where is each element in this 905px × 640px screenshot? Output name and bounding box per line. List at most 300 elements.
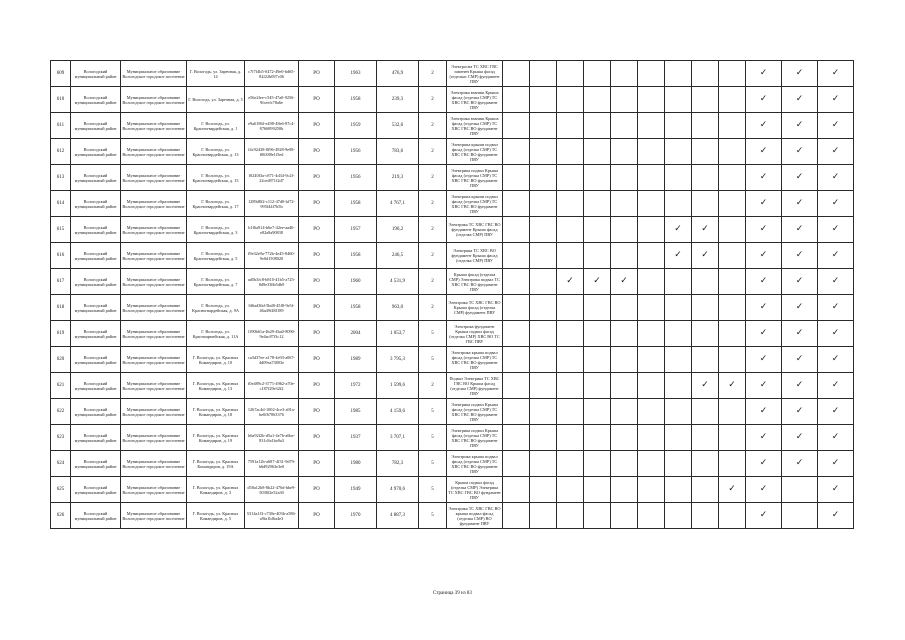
check-mark-icon: ✓ xyxy=(746,321,782,347)
address-cell: Г. Вологодь, ул. Красных Командиров, д. 10 xyxy=(187,347,245,373)
municipality-cell: Муниципальное образование Вологодское городское поселение xyxy=(121,477,187,503)
address-cell: Г. Вологодь, ул. Красных Командиров, д. 5 xyxy=(187,503,245,529)
district-cell: Вологодский муниципальный район xyxy=(71,295,121,321)
floors-cell: 5 xyxy=(419,451,447,477)
empty-check-cell xyxy=(611,165,638,191)
row-number: 617 xyxy=(51,269,71,295)
empty-check-cell xyxy=(584,217,611,243)
works-cell: Электрика крыша подвал фасад (отделка СМР) ТС ХВС ГВС ВО фундамент ПВУ xyxy=(447,347,503,373)
district-cell: Вологодский муниципальный район xyxy=(71,269,121,295)
empty-check-cell xyxy=(638,399,665,425)
address-cell: Г. Вологодь, ул. Красных Командиров, д. 19А xyxy=(187,451,245,477)
row-number: 610 xyxy=(51,87,71,113)
empty-check-cell xyxy=(611,61,638,87)
area-cell: 1 599,6 xyxy=(377,373,419,399)
empty-check-cell xyxy=(665,295,692,321)
table-row xyxy=(51,399,854,425)
empty-check-cell xyxy=(530,347,557,373)
table-row xyxy=(51,451,854,477)
works-cell: Крыша фасад (отделка СМР) Электрика подвал ТС ХВС ГВС ВО фундамент ПВУ xyxy=(447,269,503,295)
works-cell: Электрика ТС ХВС ГВС ВО крыша подвал фасад (отделка СМР) ВО фундамент ПВУ xyxy=(447,503,503,529)
check-mark-icon: ✓ xyxy=(782,321,818,347)
area-cell: 783,6 xyxy=(377,139,419,165)
empty-check-cell xyxy=(665,139,692,165)
address-cell: Г. Вологодь, ул. Красногвардейская, д. 17 xyxy=(187,191,245,217)
works-cell: Подвал Электрика ТС ХВС ГВС ВО Крыша фасад (отделка СМР) фундамент ПВУ xyxy=(447,373,503,399)
year-cell: 1989 xyxy=(335,347,377,373)
address-cell: Г. Вологодь, ул. Красных Командиров, д. 13 xyxy=(187,373,245,399)
empty-check-cell xyxy=(611,243,638,269)
address-cell: Г. Вологодь, ул. Красных Командиров, д. 19 xyxy=(187,425,245,451)
empty-check-cell xyxy=(611,399,638,425)
row-number: 626 xyxy=(51,503,71,529)
empty-check-cell xyxy=(530,269,557,295)
empty-check-cell xyxy=(692,113,719,139)
empty-check-cell xyxy=(557,139,584,165)
empty-check-cell xyxy=(638,243,665,269)
check-mark-icon: ✓ xyxy=(719,373,746,399)
empty-check-cell xyxy=(692,295,719,321)
year-cell: 1970 xyxy=(335,503,377,529)
address-cell: Г. Вологодь, ул. Красногвардейская, д. 7 xyxy=(187,269,245,295)
check-mark-icon: ✓ xyxy=(818,477,854,503)
area-cell: 3 707,1 xyxy=(377,425,419,451)
fias-code-cell: 7591a12b-a687-4f31-9d79-b6d92963e3e0 xyxy=(245,451,299,477)
floors-cell: 5 xyxy=(419,399,447,425)
type-cell: РО xyxy=(299,113,335,139)
table-row xyxy=(51,269,854,295)
year-cell: 2004 xyxy=(335,321,377,347)
empty-check-cell xyxy=(584,61,611,87)
table-row xyxy=(51,425,854,451)
floors-cell: 2 xyxy=(419,373,447,399)
year-cell: 1963 xyxy=(335,61,377,87)
empty-check-cell xyxy=(611,139,638,165)
year-cell: 1956 xyxy=(335,165,377,191)
area-cell: 476,9 xyxy=(377,61,419,87)
empty-check-cell xyxy=(638,425,665,451)
empty-check-cell xyxy=(638,503,665,529)
empty-check-cell xyxy=(665,191,692,217)
empty-check-cell xyxy=(638,373,665,399)
type-cell: РО xyxy=(299,191,335,217)
check-mark-icon: ✓ xyxy=(746,165,782,191)
empty-check-cell xyxy=(503,217,530,243)
check-mark-icon: ✓ xyxy=(746,373,782,399)
empty-check-cell xyxy=(557,61,584,87)
empty-check-cell xyxy=(584,113,611,139)
year-cell: 1937 xyxy=(335,425,377,451)
works-cell: Электрика подвал Крыша фасад (отделка СМР) ТС ХВС ГВС ВО фундамент ПВУ xyxy=(447,425,503,451)
municipality-cell: Муниципальное образование Вологодское городское поселение xyxy=(121,165,187,191)
area-cell: 782,3 xyxy=(377,451,419,477)
table-row xyxy=(51,321,854,347)
address-cell: Г. Вологодь, ул. Заречная, д. 5 xyxy=(187,87,245,113)
check-mark-icon: ✓ xyxy=(746,399,782,425)
empty-check-cell xyxy=(584,243,611,269)
fias-code-cell: e9a6186f-e498-48e6-87c4-8766899250b xyxy=(245,113,299,139)
empty-check-cell xyxy=(584,295,611,321)
empty-check-cell xyxy=(638,61,665,87)
district-cell: Вологодский муниципальный район xyxy=(71,87,121,113)
floors-cell: 2 xyxy=(419,87,447,113)
fias-code-cell: f9e32e9a-772b-4e45-8460-9e0d1508020 xyxy=(245,243,299,269)
check-mark-icon: ✓ xyxy=(746,139,782,165)
table-row xyxy=(51,139,854,165)
empty-check-cell xyxy=(665,269,692,295)
row-number: 609 xyxy=(51,61,71,87)
empty-check-cell xyxy=(530,217,557,243)
type-cell: РО xyxy=(299,243,335,269)
district-cell: Вологодский муниципальный район xyxy=(71,61,121,87)
district-cell: Вологодский муниципальный район xyxy=(71,321,121,347)
row-number: 620 xyxy=(51,347,71,373)
empty-check-cell xyxy=(638,451,665,477)
year-cell: 1985 xyxy=(335,399,377,425)
empty-check-cell xyxy=(611,347,638,373)
empty-check-cell xyxy=(503,165,530,191)
empty-check-cell xyxy=(584,139,611,165)
check-mark-icon: ✓ xyxy=(782,113,818,139)
type-cell: РО xyxy=(299,321,335,347)
year-cell: 1958 xyxy=(335,191,377,217)
page-footer: Страница 39 из 83 xyxy=(433,591,472,596)
empty-check-cell xyxy=(557,347,584,373)
empty-check-cell xyxy=(530,113,557,139)
check-mark-icon: ✓ xyxy=(818,347,854,373)
check-mark-icon: ✓ xyxy=(818,503,854,529)
empty-check-cell xyxy=(692,347,719,373)
empty-check-cell xyxy=(530,399,557,425)
empty-check-cell xyxy=(611,373,638,399)
address-cell: Г. Вологодь, ул. Красногвардейская, д. 3 xyxy=(187,217,245,243)
check-mark-icon: ✓ xyxy=(818,321,854,347)
empty-check-cell xyxy=(719,269,746,295)
empty-check-cell xyxy=(503,87,530,113)
empty-check-cell xyxy=(638,191,665,217)
empty-check-cell xyxy=(503,347,530,373)
empty-check-cell xyxy=(692,425,719,451)
district-cell: Вологодский муниципальный район xyxy=(71,477,121,503)
check-mark-icon: ✓ xyxy=(818,425,854,451)
empty-check-cell xyxy=(719,165,746,191)
check-mark-icon: ✓ xyxy=(665,217,692,243)
empty-check-cell xyxy=(557,191,584,217)
check-mark-icon: ✓ xyxy=(746,451,782,477)
check-mark-icon: ✓ xyxy=(818,61,854,87)
check-mark-icon: ✓ xyxy=(818,217,854,243)
empty-check-cell xyxy=(557,373,584,399)
empty-check-cell xyxy=(503,451,530,477)
fias-code-cell: ca3d37ee-a178-4e93-a067-4d09ea73803e xyxy=(245,347,299,373)
empty-check-cell xyxy=(530,139,557,165)
floors-cell: 2 xyxy=(419,113,447,139)
works-cell: Электрика фундамент Крыша подвал фасад (отделка СМР) ХВС ВО ТС ГВС ПВУ xyxy=(447,321,503,347)
empty-check-cell xyxy=(665,503,692,529)
check-mark-icon: ✓ xyxy=(746,61,782,87)
empty-check-cell xyxy=(692,477,719,503)
check-mark-icon: ✓ xyxy=(818,113,854,139)
empty-check-cell xyxy=(638,321,665,347)
empty-check-cell xyxy=(584,425,611,451)
empty-check-cell xyxy=(557,243,584,269)
type-cell: РО xyxy=(299,165,335,191)
fias-code-cell: f4c92438-8f96-4928-9e98-f06388e1f5ed xyxy=(245,139,299,165)
check-mark-icon: ✓ xyxy=(782,269,818,295)
empty-check-cell xyxy=(503,477,530,503)
municipality-cell: Муниципальное образование Вологодское городское поселение xyxy=(121,451,187,477)
district-cell: Вологодский муниципальный район xyxy=(71,503,121,529)
check-mark-icon: ✓ xyxy=(692,217,719,243)
floors-cell: 2 xyxy=(419,243,447,269)
empty-check-cell xyxy=(530,503,557,529)
municipality-cell: Муниципальное образование Вологодское городское поселение xyxy=(121,217,187,243)
municipality-cell: Муниципальное образование Вологодское городское поселение xyxy=(121,321,187,347)
empty-check-cell xyxy=(611,425,638,451)
check-mark-icon: ✓ xyxy=(782,347,818,373)
type-cell: РО xyxy=(299,399,335,425)
fias-code-cell: e56e2fee-c545-47a0-9256-9fceefc78a6e xyxy=(245,87,299,113)
table-row xyxy=(51,191,854,217)
check-mark-icon: ✓ xyxy=(782,217,818,243)
empty-check-cell xyxy=(557,503,584,529)
empty-check-cell xyxy=(638,139,665,165)
empty-check-cell xyxy=(557,217,584,243)
empty-check-cell xyxy=(638,347,665,373)
row-number: 621 xyxy=(51,373,71,399)
row-number: 618 xyxy=(51,295,71,321)
empty-check-cell xyxy=(638,477,665,503)
empty-check-cell xyxy=(584,87,611,113)
empty-check-cell xyxy=(530,191,557,217)
empty-check-cell xyxy=(692,269,719,295)
municipality-cell: Муниципальное образование Вологодское городское поселение xyxy=(121,61,187,87)
empty-check-cell xyxy=(557,399,584,425)
floors-cell: 5 xyxy=(419,321,447,347)
works-cell: Электрика взаниш Крыша фасад (отделка СМР) ТС ХВС ГВС ВО фундамент ПВУ xyxy=(447,113,503,139)
check-mark-icon: ✓ xyxy=(746,243,782,269)
type-cell: РО xyxy=(299,347,335,373)
row-number: 612 xyxy=(51,139,71,165)
empty-check-cell xyxy=(530,243,557,269)
check-mark-icon: ✓ xyxy=(818,191,854,217)
empty-check-cell xyxy=(638,113,665,139)
empty-check-cell xyxy=(692,191,719,217)
empty-check-cell xyxy=(692,503,719,529)
year-cell: 1960 xyxy=(335,269,377,295)
empty-check-cell xyxy=(665,165,692,191)
empty-check-cell xyxy=(665,477,692,503)
check-mark-icon: ✓ xyxy=(782,165,818,191)
municipality-cell: Муниципальное образование Вологодское городское поселение xyxy=(121,347,187,373)
type-cell: РО xyxy=(299,451,335,477)
district-cell: Вологодский муниципальный район xyxy=(71,373,121,399)
empty-check-cell xyxy=(611,113,638,139)
empty-check-cell xyxy=(584,165,611,191)
address-cell: Г. Вологодь, ул. Красных Командиров, д. 18 xyxy=(187,399,245,425)
floors-cell: 5 xyxy=(419,503,447,529)
empty-check-cell xyxy=(719,503,746,529)
check-mark-icon: ✓ xyxy=(692,373,719,399)
empty-check-cell xyxy=(782,477,818,503)
check-mark-icon: ✓ xyxy=(719,477,746,503)
floors-cell: 2 xyxy=(419,269,447,295)
check-mark-icon: ✓ xyxy=(665,243,692,269)
floors-cell: 5 xyxy=(419,477,447,503)
table-row xyxy=(51,295,854,321)
empty-check-cell xyxy=(719,139,746,165)
area-cell: 219,3 xyxy=(377,165,419,191)
works-cell: Электрика подвал Крыша фасад (отделка СМР) ТС ХВС ГВС ВО фундамент ПВУ xyxy=(447,399,503,425)
empty-check-cell xyxy=(692,399,719,425)
empty-check-cell xyxy=(692,165,719,191)
table-row xyxy=(51,113,854,139)
table-row xyxy=(51,373,854,399)
empty-check-cell xyxy=(719,425,746,451)
works-cell: Электрика ТС ХВС ВО фундамент Крыша фасад (отделка СМР) ПВУ xyxy=(447,243,503,269)
empty-check-cell xyxy=(503,425,530,451)
empty-check-cell xyxy=(611,477,638,503)
fias-code-cell: 1289d8f2-c112-47d0-bf72-995f44f7b5b xyxy=(245,191,299,217)
fias-code-cell: f0240f3a-c871-4d34-9c2f-22ced871f2d7 xyxy=(245,165,299,191)
check-mark-icon: ✓ xyxy=(746,347,782,373)
row-number: 623 xyxy=(51,425,71,451)
empty-check-cell xyxy=(638,165,665,191)
check-mark-icon: ✓ xyxy=(746,503,782,529)
check-mark-icon: ✓ xyxy=(782,399,818,425)
empty-check-cell xyxy=(719,113,746,139)
works-cell: Электрика крыша подвал фасад (отделка СМР) ТС ХВС ГВС ВО фундамент ПВУ xyxy=(447,451,503,477)
empty-check-cell xyxy=(530,87,557,113)
type-cell: РО xyxy=(299,503,335,529)
type-cell: РО xyxy=(299,139,335,165)
works-cell: Крыша подвал фасад (отделка СМР) Электрика ТС ХВС ГВС ВО фундамент ПВУ xyxy=(447,477,503,503)
empty-check-cell xyxy=(503,61,530,87)
empty-check-cell xyxy=(557,425,584,451)
type-cell: РО xyxy=(299,217,335,243)
empty-check-cell xyxy=(719,217,746,243)
row-number: 625 xyxy=(51,477,71,503)
check-mark-icon: ✓ xyxy=(818,451,854,477)
year-cell: 1949 xyxy=(335,477,377,503)
year-cell: 1980 xyxy=(335,451,377,477)
empty-check-cell xyxy=(719,61,746,87)
empty-check-cell xyxy=(638,295,665,321)
check-mark-icon: ✓ xyxy=(611,269,638,295)
check-mark-icon: ✓ xyxy=(746,295,782,321)
municipality-cell: Муниципальное образование Вологодское городское поселение xyxy=(121,503,187,529)
area-cell: 3 795,3 xyxy=(377,347,419,373)
year-cell: 1959 xyxy=(335,113,377,139)
district-cell: Вологодский муниципальный район xyxy=(71,243,121,269)
type-cell: РО xyxy=(299,295,335,321)
empty-check-cell xyxy=(503,373,530,399)
empty-check-cell xyxy=(584,477,611,503)
empty-check-cell xyxy=(584,191,611,217)
empty-check-cell xyxy=(665,87,692,113)
address-cell: Г. Вологодь, ул. Красногвардейская, д. 1 xyxy=(187,113,245,139)
empty-check-cell xyxy=(530,61,557,87)
empty-check-cell xyxy=(611,87,638,113)
empty-check-cell xyxy=(530,451,557,477)
check-mark-icon: ✓ xyxy=(818,399,854,425)
municipality-cell: Муниципальное образование Вологодское городское поселение xyxy=(121,269,187,295)
check-mark-icon: ✓ xyxy=(782,295,818,321)
floors-cell: 2 xyxy=(419,139,447,165)
area-cell: 4 159,6 xyxy=(377,399,419,425)
works-cell: Электрика крыши подвал фасад (отделка СМР) ТС ХВС ГВС ВО фундамент ПВУ xyxy=(447,139,503,165)
check-mark-icon: ✓ xyxy=(746,113,782,139)
empty-check-cell xyxy=(638,269,665,295)
empty-check-cell xyxy=(692,139,719,165)
fias-code-cell: 5314a1f3-c730e-403b-a586-a9fa1bf6a4e3 xyxy=(245,503,299,529)
empty-check-cell xyxy=(611,295,638,321)
year-cell: 1958 xyxy=(335,243,377,269)
district-cell: Вологодский муниципальный район xyxy=(71,399,121,425)
empty-check-cell xyxy=(665,113,692,139)
empty-check-cell xyxy=(665,373,692,399)
empty-check-cell xyxy=(584,451,611,477)
row-number: 616 xyxy=(51,243,71,269)
works-cell: Электрика крыши подвал фасад (отделка СМР) ТС ХВС ГВС ВО фундамент ПВУ xyxy=(447,191,503,217)
row-number: 614 xyxy=(51,191,71,217)
floors-cell: 2 xyxy=(419,295,447,321)
check-mark-icon: ✓ xyxy=(746,425,782,451)
area-cell: 239,3 xyxy=(377,87,419,113)
empty-check-cell xyxy=(665,451,692,477)
empty-check-cell xyxy=(557,321,584,347)
empty-check-cell xyxy=(503,503,530,529)
registry-table xyxy=(50,60,854,529)
fias-code-cell: 1267ac4d-1002-4ce3-a91a-be0f67063376 xyxy=(245,399,299,425)
municipality-cell: Муниципальное образование Вологодское городское поселение xyxy=(121,191,187,217)
fias-code-cell: f0e489c2-3771-4962-a70e-c187f29e32f2 xyxy=(245,373,299,399)
area-cell: 963,0 xyxy=(377,295,419,321)
check-mark-icon: ✓ xyxy=(782,87,818,113)
table-row xyxy=(51,243,854,269)
empty-check-cell xyxy=(665,61,692,87)
year-cell: 1956 xyxy=(335,139,377,165)
municipality-cell: Муниципальное образование Вологодское городское поселение xyxy=(121,425,187,451)
table-body xyxy=(51,61,854,529)
check-mark-icon: ✓ xyxy=(746,269,782,295)
fias-code-cell: d58a12b8-8b22-476d-bbe9-5038f2e52a30 xyxy=(245,477,299,503)
district-cell: Вологодский муниципальный район xyxy=(71,425,121,451)
check-mark-icon: ✓ xyxy=(557,269,584,295)
empty-check-cell xyxy=(719,243,746,269)
empty-check-cell xyxy=(611,321,638,347)
row-number: 624 xyxy=(51,451,71,477)
floors-cell: 5 xyxy=(419,347,447,373)
empty-check-cell xyxy=(584,399,611,425)
year-cell: 1972 xyxy=(335,373,377,399)
empty-check-cell xyxy=(503,113,530,139)
municipality-cell: Муниципальное образование Вологодское городское поселение xyxy=(121,373,187,399)
area-cell: 246,5 xyxy=(377,243,419,269)
address-cell: Г. Вологодь, ул. Красногвардейская, д. 13 xyxy=(187,139,245,165)
empty-check-cell xyxy=(557,477,584,503)
empty-check-cell xyxy=(719,399,746,425)
area-cell: 1 053,7 xyxy=(377,321,419,347)
address-cell: Г. Вологодь, ул. Красногвардейская, д. 9А xyxy=(187,295,245,321)
empty-check-cell xyxy=(782,503,818,529)
address-cell: Г. Вологодь, ул. Красногвардейская, д. 5 xyxy=(187,243,245,269)
empty-check-cell xyxy=(665,425,692,451)
empty-check-cell xyxy=(557,87,584,113)
check-mark-icon: ✓ xyxy=(584,269,611,295)
empty-check-cell xyxy=(584,503,611,529)
empty-check-cell xyxy=(530,295,557,321)
